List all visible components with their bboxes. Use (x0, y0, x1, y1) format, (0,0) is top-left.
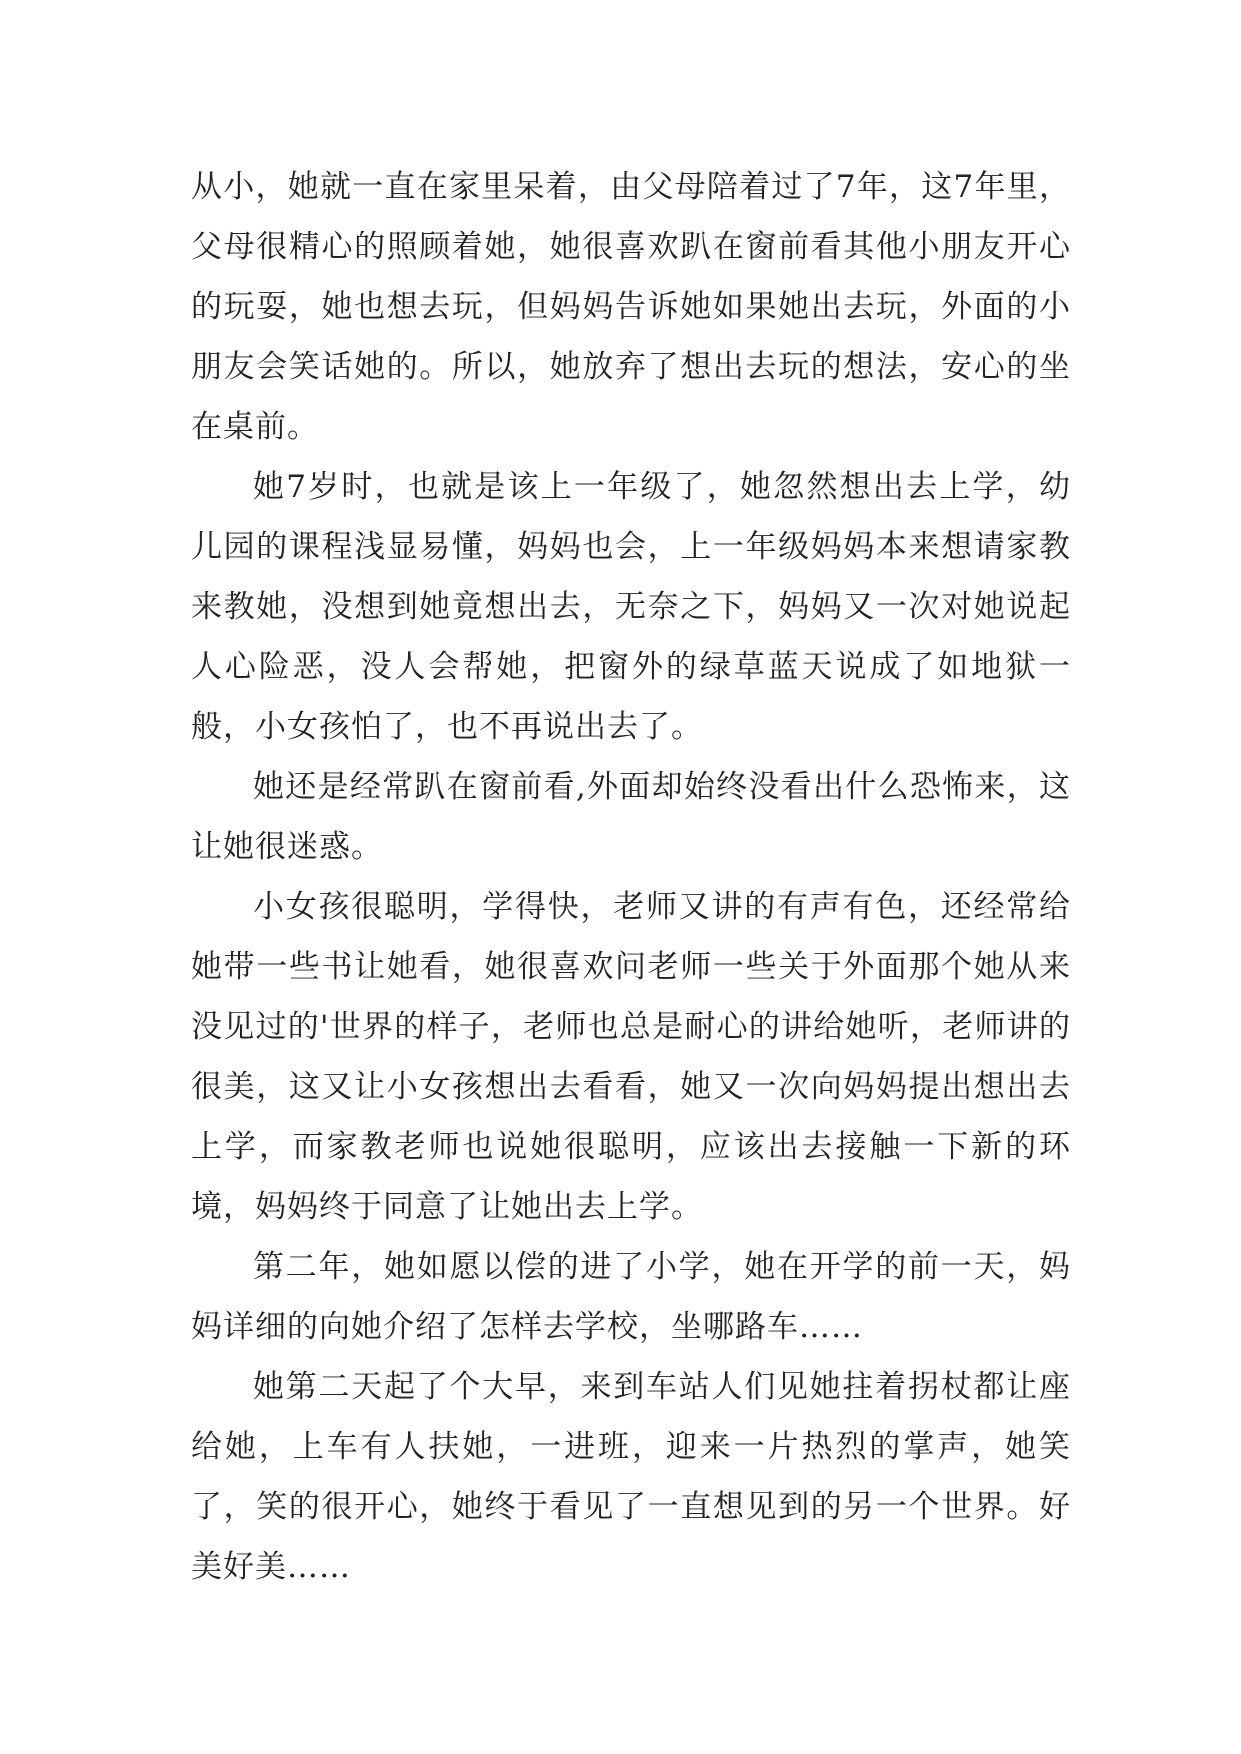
paragraph-3: 她还是经常趴在窗前看,外面却始终没看出什么恐怖来，这让她很迷惑。 (191, 769, 1071, 865)
paragraph-2: 她7岁时，也就是该上一年级了，她忽然想出去上学，幼儿园的课程浅显易懂，妈妈也会，上一年级妈妈本来想请家教来教她，没想到她竟想出去，无奈之下，妈妈又一次对她说起人心险恶，没人会帮她，把窗外的绿草蓝天说成了如地狱一般，小女孩怕了，也不再说出去了。 (191, 469, 1071, 745)
paragraph-1: 从小，她就一直在家里呆着，由父母陪着过了7年，这7年里，父母很精心的照顾着她，她很喜欢趴在窗前看其他小朋友开心的玩耍，她也想去玩，但妈妈告诉她如果她出去玩，外面的小朋友会笑话她的。所以，她放弃了想出去玩的想法，安心的坐在桌前。 (191, 169, 1071, 445)
paragraph-6: 她第二天起了个大早，来到车站人们见她拄着拐杖都让座给她，上车有人扶她，一进班，迎来一片热烈的掌声，她笑了，笑的很开心，她终于看见了一直想见到的另一个世界。好美好美…… (191, 1369, 1071, 1585)
paragraph-4: 小女孩很聪明，学得快，老师又讲的有声有色，还经常给她带一些书让她看，她很喜欢问老师一些关于外面那个她从来没见过的'世界的样子，老师也总是耐心的讲给她听，老师讲的很美，这又让小女孩想出去看看，她又一次向妈妈提出想出去上学，而家教老师也说她很聪明，应该出去接触一下新的环境，妈妈终于同意了让她出去上学。 (191, 889, 1071, 1225)
document-body (191, 157, 1071, 1597)
paragraph-5: 第二年，她如愿以偿的进了小学，她在开学的前一天，妈妈详细的向她介绍了怎样去学校，坐哪路车…… (191, 1249, 1071, 1345)
